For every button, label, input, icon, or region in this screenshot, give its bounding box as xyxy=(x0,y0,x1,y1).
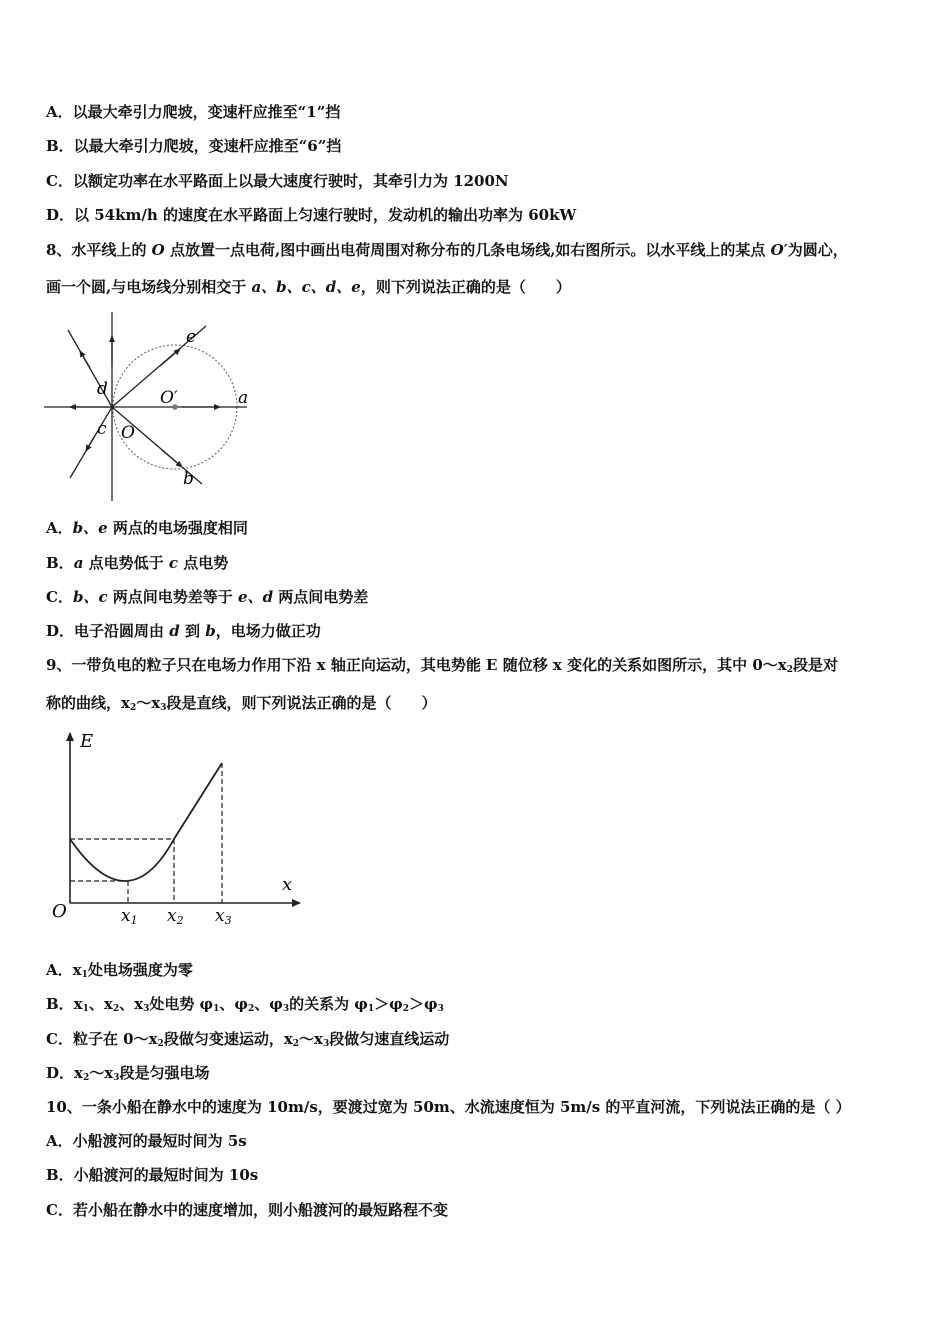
q8-field-figure xyxy=(42,306,257,506)
q9-option-a: A．$x_1$处电场强度为零 xyxy=(46,961,193,980)
q7-option-c: C．以额定功率在水平路面上以最大速度行驶时，其牵引力为 1200N xyxy=(46,172,509,190)
q9-stem-line1: 9、一带负电的粒子只在电场力作用下沿 x 轴正向运动，其电势能 E 随位移 x 变化的关系如图所示，其中 $0\sim x_2$段是对 xyxy=(46,656,838,675)
q10-stem: 10、一条小船在静水中的速度为 10m/s，要渡过宽为 50m、水流速度恒为 5m/s 的平直河流，下列说法正确的是（ ） xyxy=(46,1098,851,1116)
q8-label-e: e xyxy=(186,327,197,347)
q9-stem-line2: 称的曲线，$x_2\sim x_3$段是直线，则下列说法正确的是（ ） xyxy=(46,694,437,713)
q9-straight-segment xyxy=(174,763,222,839)
q8-label-o-prime: O′ xyxy=(160,388,178,408)
q9-label-x1: x1 xyxy=(121,906,138,927)
q8-option-d: D．电子沿圆周由 d 到 b，电场力做正功 xyxy=(46,622,321,640)
q8-label-o: O xyxy=(121,423,135,443)
q9-label-e: E xyxy=(80,731,94,752)
q8-stem-line1: 8、水平线上的 O 点放置一点电荷,图中画出电荷周围对称分布的几条电场线,如右图所示。以水平线上的某点 O′为圆心， xyxy=(46,241,848,259)
q9-energy-graph xyxy=(48,727,310,927)
q7-option-b: B．以最大牵引力爬坡，变速杆应推至“6”挡 xyxy=(46,137,342,155)
q8-label-b: b xyxy=(183,469,194,489)
q9-option-c: C．粒子在 $0\sim x_2$段做匀变速运动，$x_2\sim x_3$段做匀速直线运动 xyxy=(46,1030,450,1049)
q8-option-c: C．b、c 两点间电势差等于 e、d 两点间电势差 xyxy=(46,588,369,606)
q10-option-b: B．小船渡河的最短时间为 10s xyxy=(46,1166,259,1184)
q10-option-a: A．小船渡河的最短时间为 5s xyxy=(46,1132,247,1150)
q8-stem-line2: 画一个圆,与电场线分别相交于 a、b、c、d、e，则下列说法正确的是（ ） xyxy=(46,278,571,296)
q9-label-x2: x2 xyxy=(167,906,184,927)
q8-label-a: a xyxy=(238,388,249,408)
q9-option-d: D．$x_2\sim x_3$段是匀强电场 xyxy=(46,1064,210,1083)
q9-label-x3: x3 xyxy=(215,906,232,927)
q9-option-b: B．$x_1$、$x_2$、$x_3$处电势 $\varphi_1$、$\varphi_2$、$\varphi_3$的关系为 $\varphi_1>\varphi_2>\varphi_3$ xyxy=(46,995,444,1014)
q8-label-d: d xyxy=(97,379,108,399)
q7-option-d: D．以 54km/h 的速度在水平路面上匀速行驶时，发动机的输出功率为 60kW xyxy=(46,206,577,224)
q9-curve xyxy=(70,839,174,881)
q9-label-o: O xyxy=(52,901,67,922)
q7-option-a: A．以最大牵引力爬坡，变速杆应推至“1”挡 xyxy=(46,103,341,121)
q10-option-c: C．若小船在静水中的速度增加，则小船渡河的最短路程不变 xyxy=(46,1201,448,1219)
q9-label-x: x xyxy=(282,874,293,895)
q8-label-c: c xyxy=(97,419,107,439)
q8-option-b: B．a 点电势低于 c 点电势 xyxy=(46,554,229,572)
q8-option-a: A．b、e 两点的电场强度相同 xyxy=(46,519,248,537)
